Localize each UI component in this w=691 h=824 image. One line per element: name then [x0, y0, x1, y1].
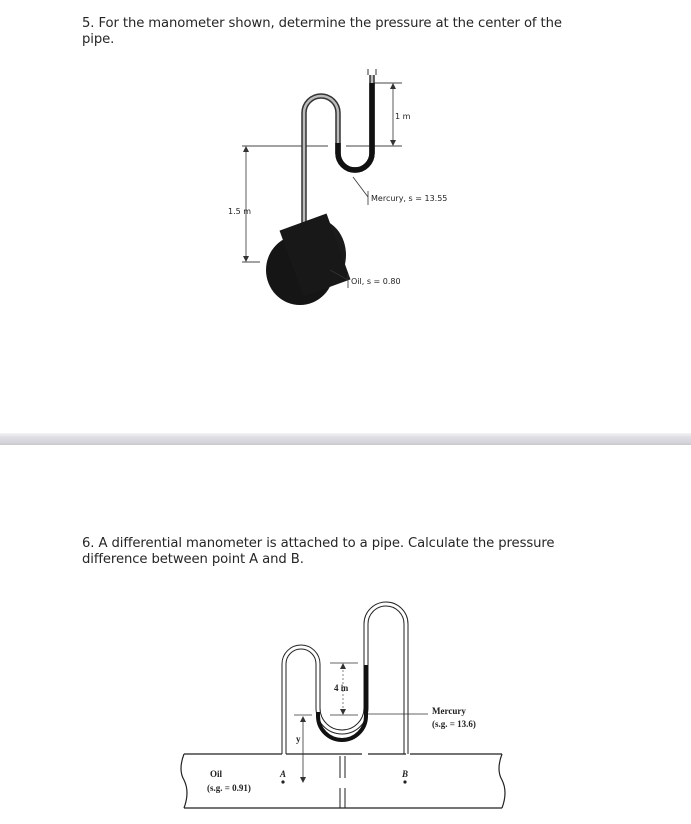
label-mercury: Mercury, s = 13.55	[371, 194, 448, 203]
point-a-marker	[281, 780, 284, 783]
question-6-figure	[170, 580, 510, 820]
label-mercury-name: Mercury	[432, 706, 466, 716]
label-oil-name: Oil	[210, 769, 223, 779]
label-mercury-sg: (s.g. = 13.6)	[432, 719, 476, 729]
label-4in: 4 in	[334, 683, 349, 693]
question-6-text: 6. A differential manometer is attached to a pipe. Calculate the pressure difference between point A and B.	[82, 536, 555, 567]
question-5-text: 5. For the manometer shown, determine the pressure at the center of the pipe.	[82, 16, 562, 47]
label-1-5m: 1.5 m	[228, 207, 252, 216]
label-point-a: A	[280, 769, 287, 779]
label-point-b: B	[402, 769, 409, 779]
label-1m: 1 m	[395, 112, 411, 121]
question-5-figure	[220, 65, 470, 315]
label-oil: Oil, s = 0.80	[351, 277, 401, 286]
label-oil-sg: (s.g. = 0.91)	[207, 783, 251, 793]
point-b-marker	[403, 780, 406, 783]
page-divider	[0, 433, 691, 445]
label-y: y	[296, 734, 301, 744]
